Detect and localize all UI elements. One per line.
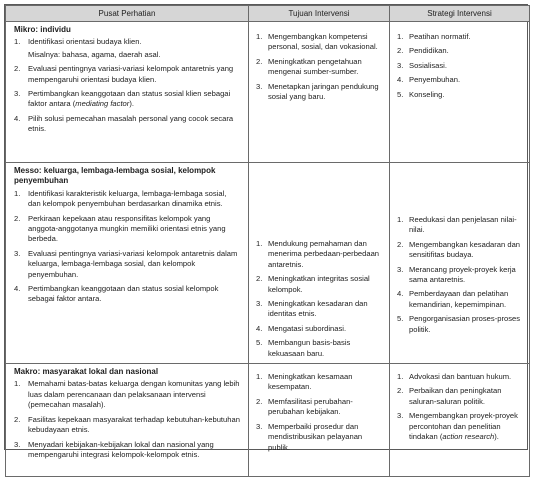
focus-list: [6, 189, 248, 305]
item-text: Pertimbangkan keanggotaan dan status sosial klien sebagai faktor antara (: [28, 89, 231, 109]
item-text: Mengembangkan kesadaran dan sensitifitas budaya.: [409, 239, 521, 260]
item-text: Menyadari kebijakan-kebijakan lokal dan nasional yang mempengaruhi integrasi kelompok-kelompok etnis.: [28, 439, 214, 459]
strategy-item: [390, 61, 529, 71]
item-number: 3.: [14, 439, 21, 449]
item-text: Meningkatkan kesamaan kesempatan.: [268, 372, 353, 392]
item-number: 1.: [397, 32, 404, 41]
item-text-after: ).: [129, 99, 134, 109]
strategy-item: [390, 32, 529, 42]
goal-item: [249, 422, 389, 453]
goals-cell: [249, 22, 390, 163]
item-text: Evaluasi pentingnya variasi-variasi kelompok antaretnis yang mempengaruhi orientasi budaya klien.: [28, 64, 234, 84]
strategy-item: [390, 386, 529, 407]
item-number: 5.: [256, 338, 263, 348]
item-number: 5.: [397, 89, 404, 99]
item-number: 4.: [14, 284, 21, 294]
focus-cell: [6, 364, 249, 477]
item-text: Peatihan normatif.: [409, 32, 471, 41]
strategy-list: [390, 32, 529, 100]
item-text: Reedukasi dan penjelasan nilai-nilai.: [409, 215, 517, 235]
item-number: 4.: [256, 323, 263, 333]
item-number: 2.: [256, 396, 263, 406]
focus-item: [6, 189, 248, 210]
item-text: Memahami batas-batas keluarga dengan komunitas yang lebih luas dalam perencanaan dan pelaksanaan intervensi (pemecahan masalah).: [28, 379, 240, 410]
item-text: Perkiraan kepekaan atau responsifitas kelompok yang anggota-anggotanya mungkin memiliki orientasi etnis yang berbeda.: [28, 213, 226, 244]
focus-list: [6, 379, 248, 460]
strategy-item: [390, 215, 529, 236]
strategies-cell: [390, 163, 530, 364]
item-note: Misalnya: bahasa, agama, daerah asal.: [28, 49, 161, 59]
item-text: Memperbaiki prosedur dan mendistribusikan pelayanan publik.: [268, 421, 363, 452]
level-heading: Messo: keluarga, lembaga-lembaga sosial, kelompok penyembuhan: [14, 166, 216, 186]
item-text: Mengembangkan proyek-proyek percontohan dan penelitian tindakan (: [409, 411, 518, 442]
goals-cell: [249, 364, 390, 477]
item-number: 2.: [256, 56, 263, 66]
item-number: 2.: [14, 414, 21, 424]
item-text: Evaluasi pentingnya variasi-variasi kelompok antaretnis dalam keluarga, lembaga-lembaga sosial, dan kelompok penyembuhan.: [28, 248, 238, 279]
focus-item: [6, 89, 248, 110]
item-text-after: ).: [494, 432, 499, 442]
level-heading: Makro: masyarakat lokal dan nasional: [14, 367, 159, 377]
item-number: 4.: [14, 113, 21, 123]
item-text: Mendukung pemahaman dan menerima perbedaan-perbedaan antaretnis.: [268, 239, 380, 269]
item-number: 3.: [397, 264, 404, 274]
goal-item: [249, 324, 389, 334]
item-number: 1.: [256, 239, 263, 248]
item-text: Identifikasi karakteristik keluarga, lembaga-lembaga sosial, dan kelompok penyembuhan berdasarkan dinamika etnis.: [28, 188, 227, 209]
focus-item: [6, 284, 248, 305]
item-text: Pendidikan.: [409, 46, 449, 56]
item-number: 1.: [256, 32, 263, 41]
focus-item: [6, 415, 248, 436]
table-header-row: [6, 6, 530, 22]
item-text: Memfasilitasi perubahan-perubahan kebijakan.: [268, 396, 353, 417]
item-number: 2.: [14, 64, 21, 74]
item-number: 2.: [397, 46, 404, 56]
focus-list: [6, 37, 248, 134]
item-text: Perbaikan dan peningkatan saluran-saluran politik.: [409, 386, 502, 406]
item-number: 1.: [14, 37, 21, 47]
item-text: Merancang proyek-proyek kerja sama antaretnis.: [409, 264, 516, 285]
goal-list: [249, 32, 389, 102]
strategy-item: [390, 75, 529, 85]
item-number: 3.: [14, 89, 21, 99]
item-text: Identifikasi orientasi budaya klien.: [28, 37, 142, 47]
item-text: Pengorganisasian proses-proses politik.: [409, 314, 521, 334]
item-text: Penyembuhan.: [409, 75, 461, 85]
strategy-item: [390, 46, 529, 56]
focus-cell: [6, 22, 249, 163]
item-number: 3.: [397, 60, 404, 70]
goal-item: [249, 338, 389, 359]
item-number: 3.: [14, 248, 21, 258]
item-text: Pertimbangkan keanggotaan dan status sosial kelompok sebagai faktor antara.: [28, 284, 219, 304]
item-text: Advokasi dan bantuan hukum.: [409, 372, 512, 382]
item-number: 1.: [14, 379, 21, 389]
item-text: Sosialisasi.: [409, 60, 447, 70]
focus-item: [6, 249, 248, 280]
strategy-item: [390, 314, 529, 335]
item-number: 2.: [397, 239, 404, 249]
goals-cell: [249, 163, 390, 364]
item-text: Konseling.: [409, 89, 445, 99]
goal-item: [249, 239, 389, 270]
focus-item: [6, 114, 248, 135]
item-number: 4.: [397, 289, 404, 299]
item-italic-term: mediating factor: [75, 99, 130, 109]
table-row-messo: [6, 163, 530, 364]
goal-item: [249, 397, 389, 418]
goal-item: [249, 372, 389, 393]
item-number: 1.: [397, 372, 404, 382]
item-text: Pemberdayaan dan pelatihan kemandirian, kepemimpinan.: [409, 289, 509, 309]
item-number: 2.: [14, 213, 21, 223]
item-number: 4.: [397, 75, 404, 85]
strategies-cell: [390, 364, 530, 477]
strategy-item: [390, 265, 529, 286]
goal-list: [249, 372, 389, 453]
strategy-item: [390, 240, 529, 261]
focus-item: [6, 64, 248, 85]
intervention-table-frame: [4, 4, 528, 459]
table-row-makro: [6, 364, 530, 477]
item-text: Mengatasi subordinasi.: [268, 323, 347, 333]
item-text: Meningkatkan kesadaran dan identitas etnis.: [268, 299, 368, 319]
strategy-item: [390, 372, 529, 382]
item-text: Menetapkan jaringan pendukung sosial yang baru.: [268, 81, 379, 102]
level-heading: Mikro: individu: [14, 25, 71, 34]
focus-cell: [6, 163, 249, 364]
header-tujuan-intervensi: Tujuan Intervensi: [249, 6, 390, 22]
strategy-item: [390, 411, 529, 442]
goal-item: [249, 57, 389, 78]
item-number: 2.: [397, 386, 404, 396]
header-strategi-intervensi: Strategi Intervensi: [390, 6, 530, 22]
item-text: Pilih solusi pemecahan masalah personal yang cocok secara etnis.: [28, 113, 234, 134]
item-number: 5.: [397, 314, 404, 324]
item-text: Meningkatkan pengetahuan mengenai sumber-sumber.: [268, 56, 362, 77]
item-text: Fasilitas kepekaan masyarakat terhadap kebutuhan-kebutuhan kebudayaan etnis.: [28, 414, 240, 435]
focus-item: [6, 379, 248, 410]
table-row-mikro: [6, 22, 530, 163]
item-number: 3.: [256, 81, 263, 91]
focus-item: [6, 214, 248, 245]
strategies-cell: [390, 22, 530, 163]
header-pusat-perhatian: Pusat Perhatian: [6, 6, 249, 22]
item-number: 3.: [256, 421, 263, 431]
goal-list: [249, 239, 389, 359]
item-text: Membangun basis-basis kekuasaan baru.: [268, 338, 351, 358]
goal-item: [249, 274, 389, 295]
item-number: 3.: [256, 299, 263, 309]
item-number: 3.: [397, 411, 404, 421]
item-text: Meningkatkan integritas sosial kelompok.: [268, 274, 370, 294]
strategy-list: [390, 372, 529, 442]
item-number: 2.: [256, 274, 263, 284]
item-number: 1.: [397, 215, 404, 224]
goal-item: [249, 32, 389, 53]
intervention-table: [5, 5, 530, 477]
item-italic-term: action research: [442, 432, 495, 442]
item-text: Mengembangkan kompetensi personal, sosial, dan vokasional.: [268, 32, 378, 52]
item-number: 1.: [256, 372, 263, 382]
strategy-list: [390, 215, 529, 335]
strategy-item: [390, 289, 529, 310]
item-number: 1.: [14, 188, 21, 198]
focus-item: [6, 440, 248, 461]
goal-item: [249, 299, 389, 320]
goal-item: [249, 82, 389, 103]
strategy-item: [390, 90, 529, 100]
focus-item: [6, 37, 248, 60]
